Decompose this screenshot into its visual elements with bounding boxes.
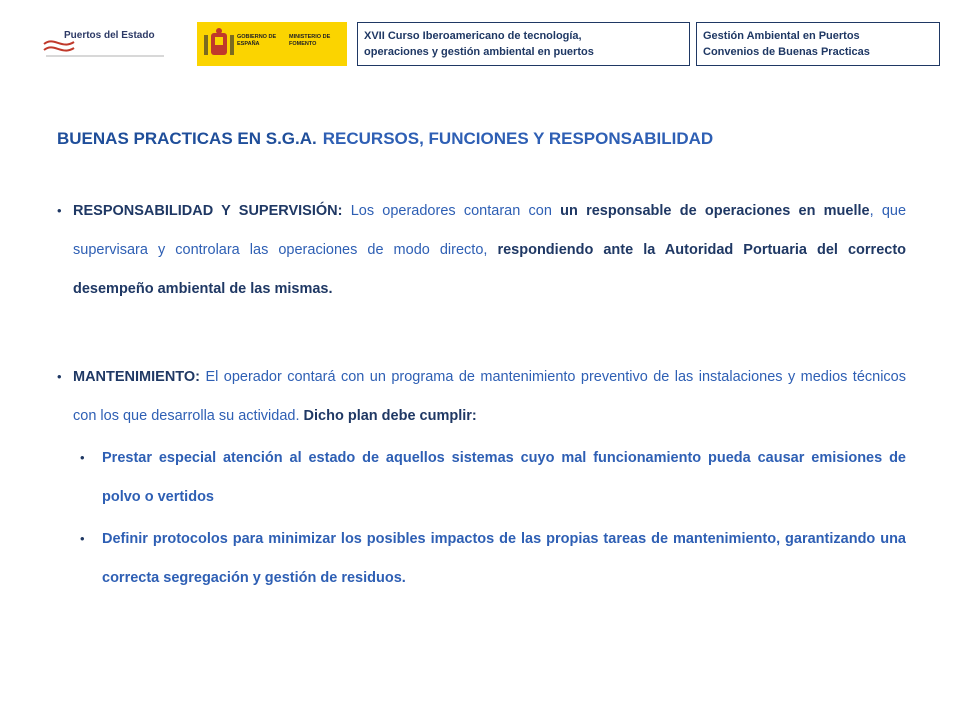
topic-title-box [696,22,940,66]
slide-title-sub: RECURSOS, FUNCIONES Y RESPONSABILIDAD [322,129,714,148]
mantenimiento-text: El operador contará con un programa de mantenimiento preventivo de las instalaciones y medios técnicos con los que desarrolla su actividad. [73,369,906,424]
responsabilidad-bold-1: un responsable de operaciones en muelle [560,203,870,219]
coat-of-arms-icon [202,27,236,61]
mantenimiento-bold: Dicho plan debe cumplir: [303,408,477,424]
puertos-logo-text: Puertos del Estado [64,30,155,41]
sub-bullet-1: Prestar especial atención al estado de aquellos sistemas cuyo mal funcionamiento pueda causar emisiones de polvo o vertidos [102,450,906,505]
bullet-dot-icon: • [57,203,62,218]
sub-bullet-dot-icon: • [80,531,85,546]
puertos-logo-mark-icon [40,22,170,66]
ministerio-fomento-logo [197,22,347,66]
responsabilidad-text-2: , que supervisara y controlara las operaciones de modo directo, [73,203,907,258]
bullet-dot-icon: • [57,369,62,384]
sub-bullet-2: Definir protocolos para minimizar los posibles impactos de las propias tareas de mantenimiento, garantizando una correcta segregación y gestión de residuos. [102,531,906,586]
course-line-1: XVII Curso Iberoamericano de tecnología, [364,30,582,42]
responsabilidad-text-1: Los operadores contaran con [350,203,552,219]
gobierno-espana-label: GOBIERNO DE ESPAÑA [237,34,277,47]
topic-line-1: Gestión Ambiental en Puertos [703,30,860,42]
sub-bullet-dot-icon: • [80,450,85,465]
mantenimiento-paragraph [73,358,906,436]
course-line-2: operaciones y gestión ambiental en puertos [364,46,594,58]
responsabilidad-bold-2: respondiendo ante la Autoridad Portuaria del correcto desempeño ambiental de las mismas. [73,242,907,297]
puertos-del-estado-logo [40,22,170,66]
slide-title-main: BUENAS PRACTICAS EN S.G.A. [57,129,317,148]
ministerio-fomento-label: MINISTERIO DE FOMENTO [289,34,331,47]
topic-line-2: Convenios de Buenas Practicas [703,46,870,58]
responsabilidad-paragraph [73,192,906,309]
mantenimiento-label: MANTENIMIENTO: [73,369,201,385]
course-title-box [357,22,690,66]
slide-title [57,129,713,149]
responsabilidad-label: RESPONSABILIDAD Y SUPERVISIÓN: [73,203,343,219]
